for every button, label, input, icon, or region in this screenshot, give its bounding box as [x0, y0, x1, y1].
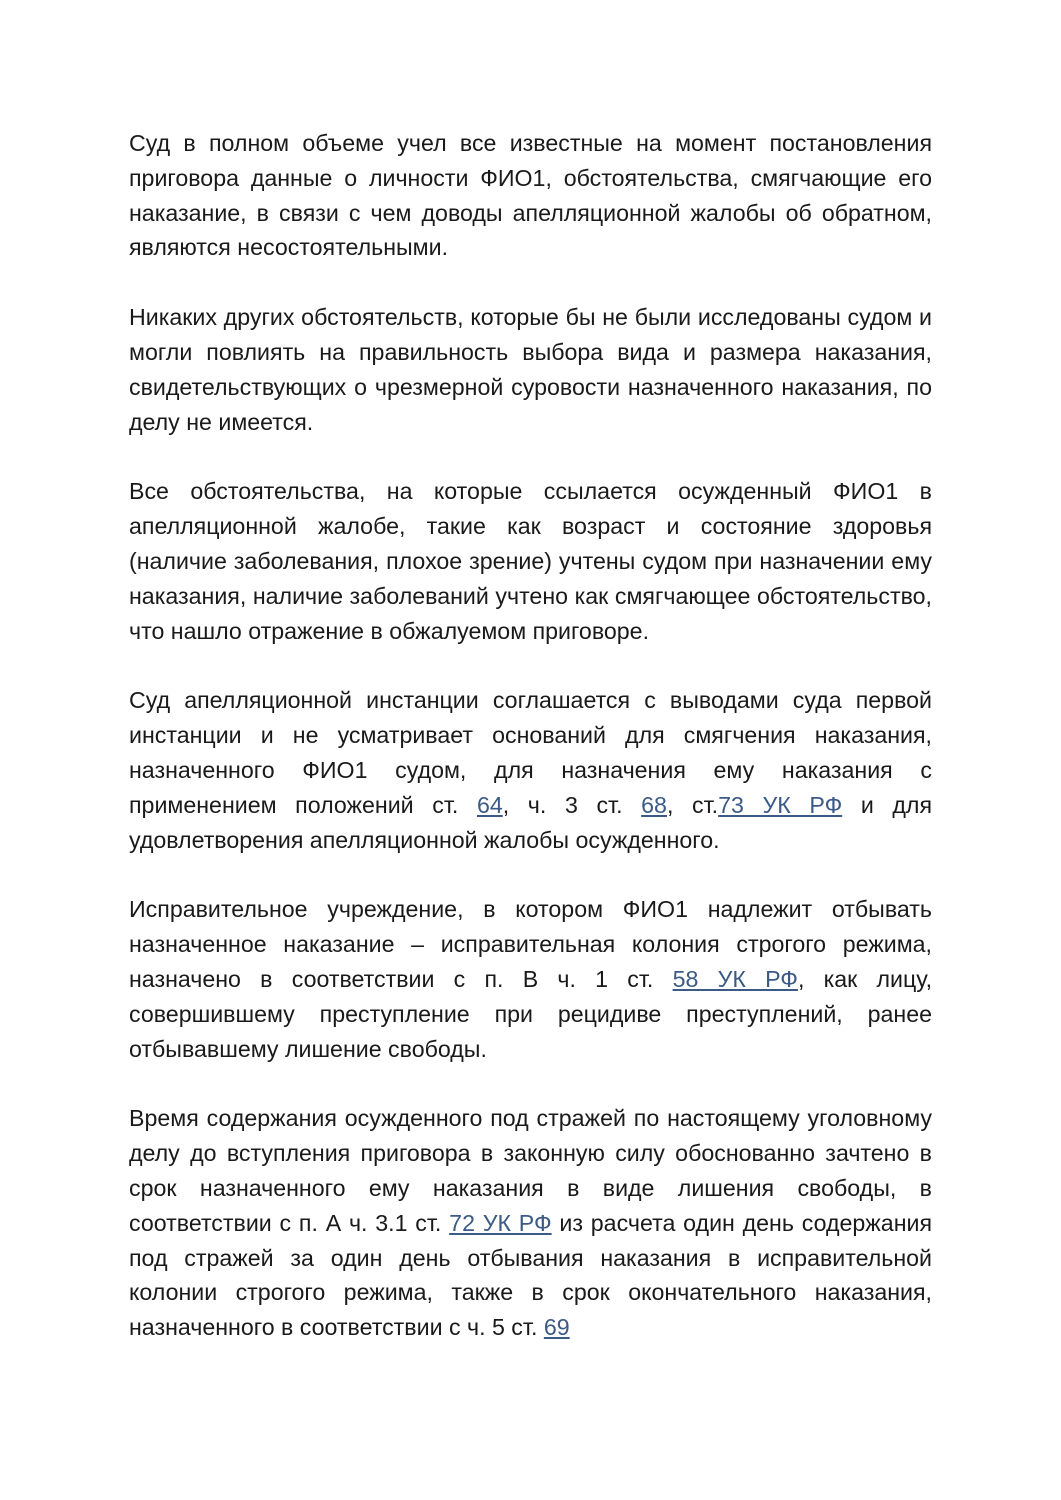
paragraph-6	[129, 1101, 932, 1345]
paragraph-1-text: Суд в полном объеме учел все известные на момент постановления приговора данные о личности ФИО1, обстоятельства, смягчающие его наказание, в связи с чем доводы апелляционной жалобы об обратном, являются несостоятельными.	[129, 130, 932, 261]
paragraph-3	[129, 474, 932, 648]
paragraph-4-text-1: Суд апелляционной инстанции соглашается с выводами суда первой инстанции и не усматривает оснований для смягчения наказания, назначенного ФИО1 судом, для назначения ему наказания с применением положений ст.	[129, 687, 932, 818]
law-link-article-64[interactable]: 64	[476, 791, 503, 818]
paragraph-5	[129, 892, 932, 1066]
paragraph-2-text: Никаких других обстоятельств, которые бы не были исследованы судом и могли повлиять на правильность выбора вида и размера наказания, свидетельствующих о чрезмерной суровости назначенного наказания, по делу не имеется.	[129, 304, 932, 435]
paragraph-5-text-1: Исправительное учреждение, в котором ФИО1 надлежит отбывать назначенное наказание – исправительная колония строгого режима, назначено в соответствии с п. В ч. 1 ст.	[129, 896, 932, 992]
law-link-article-73[interactable]: 73 УК РФ	[718, 791, 843, 818]
paragraph-3-text: Все обстоятельства, на которые ссылается осужденный ФИО1 в апелляционной жалобе, такие как возраст и состояние здоровья (наличие заболевания, плохое зрение) учтены судом при назначении ему наказания, наличие заболеваний учтено как смягчающее обстоятельство, что нашло отражение в обжалуемом приговоре.	[129, 478, 932, 644]
law-link-article-72[interactable]: 72 УК РФ	[449, 1209, 552, 1236]
paragraph-4-text-2: , ч. 3 ст.	[502, 791, 642, 818]
paragraph-4-text-3: , ст.	[666, 791, 719, 818]
paragraph-4	[129, 683, 932, 857]
document-page	[129, 126, 932, 1345]
paragraph-6-text-1: Время содержания осужденного под стражей по настоящему уголовному делу до вступления приговора в законную силу обоснованно зачтено в срок назначенного ему наказания в виде лишения свободы, в соответствии с п. А ч. 3.1 ст.	[129, 1105, 932, 1236]
law-link-article-69[interactable]: 69	[543, 1314, 570, 1341]
law-link-article-68[interactable]: 68	[641, 791, 667, 818]
law-link-article-58[interactable]: 58 УК РФ	[672, 965, 798, 992]
paragraph-5-text-2: , как лицу, совершившему преступление при рецидиве преступлений, ранее отбывавшему лишение свободы.	[129, 965, 933, 1062]
paragraph-2	[129, 300, 932, 439]
paragraph-4-text-4: и для удовлетворения апелляционной жалобы осужденного.	[129, 791, 932, 853]
paragraph-1	[129, 126, 932, 265]
paragraph-6-text-2: из расчета один день содержания под стражей за один день отбывания наказания в исправительной колонии строгого режима, также в срок окончательного наказания, назначенного в соответствии с ч. 5 ст.	[129, 1209, 933, 1341]
